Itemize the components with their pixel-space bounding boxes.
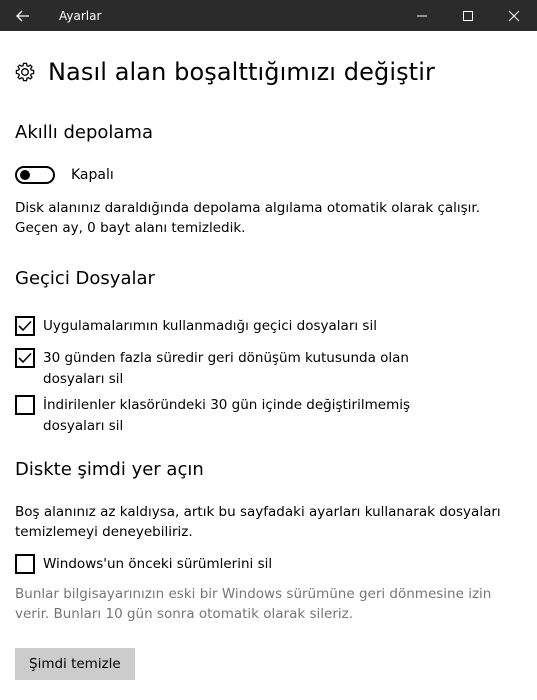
minimize-button[interactable] [399, 0, 445, 31]
toggle-state-label: Kapalı [71, 167, 114, 183]
close-button[interactable] [491, 0, 537, 31]
temp-option-downloads[interactable] [15, 395, 463, 437]
gear-icon [14, 61, 36, 83]
smart-storage-description: Disk alanınız daraldığında depolama algılama otomatik olarak çalışır. Geçen ay, 0 bayt alanı temizledik. [15, 200, 481, 236]
checkbox-label: İndirilenler klasöründeki 30 gün içinde değiştirilmemiş dosyaları sil [43, 397, 411, 434]
minimize-icon [416, 10, 428, 22]
checkbox-label: Windows'un önceki sürümlerini sil [43, 556, 273, 572]
page-header [14, 52, 435, 92]
window-title: Ayarlar [59, 8, 102, 23]
smart-storage-heading: Akıllı depolama [15, 122, 153, 143]
back-button[interactable] [0, 0, 45, 31]
smart-storage-toggle[interactable] [15, 166, 55, 184]
option-previous-windows[interactable] [15, 554, 463, 575]
checkmark-icon [18, 320, 32, 332]
checkbox-label: Uygulamalarımın kullanmadığı geçici dosyaları sil [43, 318, 377, 334]
title-bar [0, 0, 537, 31]
temp-option-recycle-bin[interactable] [15, 348, 463, 390]
checkmark-icon [18, 352, 32, 364]
free-up-description: Boş alanınız az kaldıysa, artık bu sayfadaki ayarları kullanarak dosyaları temizlemeyi deneyebiliriz. [15, 504, 501, 540]
checkbox-checked[interactable] [15, 348, 35, 368]
close-icon [508, 10, 520, 22]
clean-now-button[interactable]: Şimdi temizle [15, 648, 135, 680]
toggle-knob [20, 170, 30, 180]
free-up-heading: Diskte şimdi yer açın [15, 459, 204, 480]
maximize-icon [462, 10, 474, 22]
smart-storage-toggle-row [15, 166, 114, 184]
page-title: Nasıl alan boşalttığımızı değiştir [48, 58, 435, 86]
temp-files-heading: Geçici Dosyalar [15, 268, 155, 289]
checkbox-checked[interactable] [15, 316, 35, 336]
back-arrow-icon [16, 10, 30, 22]
temp-option-unused-files[interactable] [15, 316, 463, 337]
checkbox-unchecked[interactable] [15, 395, 35, 415]
window-controls [399, 0, 537, 31]
checkbox-label: 30 günden fazla süredir geri dönüşüm kutusunda olan dosyaları sil [43, 350, 409, 387]
previous-windows-note: Bunlar bilgisayarınızın eski bir Windows sürümüne geri dönmesine izin verir. Bunları 10 gün sonra otomatik olarak sileriz. [15, 586, 492, 622]
maximize-button[interactable] [445, 0, 491, 31]
checkbox-unchecked[interactable] [15, 554, 35, 574]
